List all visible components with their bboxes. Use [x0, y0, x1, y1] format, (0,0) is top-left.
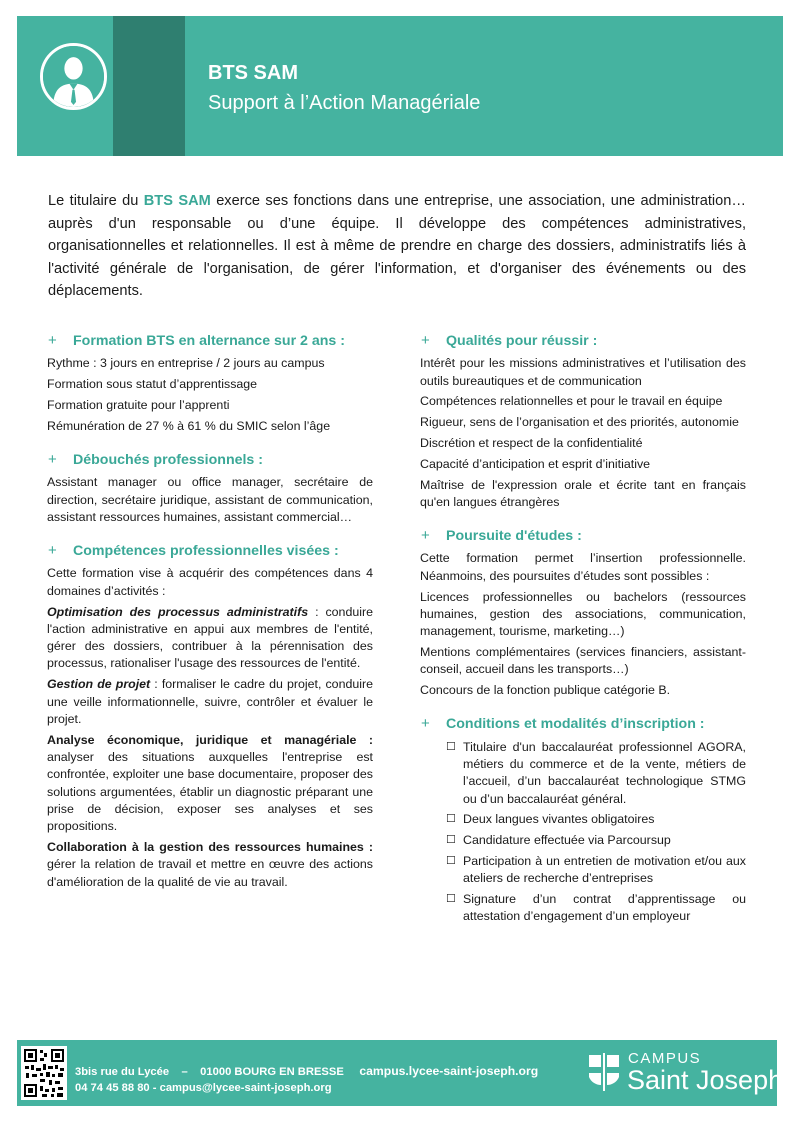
list-item: Intérêt pour les missions administratives et l’utilisation des outils bureautiques et de communication — [420, 356, 746, 388]
list-item: Licences professionnelles ou bachelors (ressources humaines, gestion des associations, communication, management, tourisme, marketing…) — [420, 589, 746, 639]
footer-contact[interactable]: 04 74 45 88 80 - campus@lycee-saint-joseph.org — [75, 1082, 332, 1094]
list-item: Mentions complémentaires (services financiers, assistant-conseil, accueil dans les transports…) — [420, 644, 746, 677]
domain-text: analyser des situations auxquelles l'entreprise est confrontée, exploiter une base documentaire, proposer des solutions argumentées, établir un diagnostic préparant une prise de décision, exposer ses analyses et ses propositions. — [47, 749, 373, 834]
businessman-icon — [40, 43, 107, 110]
footer-address-line — [75, 1064, 538, 1078]
right-column — [420, 332, 746, 942]
domain-text: formaliser le cadre du projet, conduire une veille informationnelle, suivre, contrôler et évaluer le projet. — [47, 677, 374, 726]
checkbox-icon: ☐ — [446, 740, 456, 753]
left-column — [47, 332, 373, 907]
list-item: Cette formation permet l’insertion professionnelle. Néanmoins, des poursuites d’études sont possibles : — [420, 551, 746, 583]
list-item — [446, 811, 746, 828]
page-title: BTS SAM — [208, 62, 298, 84]
checkbox-icon: ☐ — [446, 893, 456, 906]
list-item — [446, 832, 746, 849]
section-formation — [47, 332, 373, 435]
list-item-text: Candidature effectuée via Parcoursup — [463, 833, 671, 848]
domain-item — [47, 676, 373, 728]
section-title: Conditions et modalités d’inscription : — [446, 716, 705, 733]
qr-code-icon[interactable] — [21, 1046, 67, 1100]
plus-icon: + — [48, 332, 57, 349]
section-heading — [47, 451, 373, 469]
conditions-list — [420, 739, 746, 926]
section-heading — [47, 542, 373, 560]
intro-highlight: BTS SAM — [143, 193, 211, 209]
domain-item — [47, 732, 373, 836]
section-heading — [47, 332, 373, 350]
domain-separator: : — [150, 677, 162, 692]
list-item: Formation sous statut d’apprentissage — [47, 377, 258, 392]
intro-text-end: exerce ses fonctions dans une entreprise, une association, une administration… auprès d'un responsable ou d’une équipe. Il développe des compétences administratives, organisationnelles et relationnelles. Il est à même de prendre en charge des dossiers, administratifs liés à l'activité générale de l'organisation, de gérer l'information, et d'organiser des événements ou des déplacements. — [48, 193, 746, 299]
domain-label: Analyse économique, juridique et managériale : — [47, 732, 373, 747]
section-qualites — [420, 332, 746, 511]
section-heading — [420, 332, 746, 350]
list-item: Rigueur, sens de l’organisation et des priorités, autonomie — [420, 415, 739, 430]
section-title: Poursuite d'études : — [446, 528, 582, 545]
intro-text-start: Le titulaire du — [48, 193, 144, 209]
section-title: Formation BTS en alternance sur 2 ans : — [73, 333, 345, 349]
plus-icon: + — [48, 450, 57, 468]
section-heading — [420, 527, 746, 545]
logo-campus-text: CAMPUS — [628, 1050, 702, 1067]
section-title: Compétences professionnelles visées : — [73, 543, 339, 560]
list-item — [446, 739, 746, 808]
domain-label: Optimisation des processus administratifs — [47, 604, 309, 619]
list-item: Compétences relationnelles et pour le travail en équipe — [420, 394, 723, 409]
section-conditions — [420, 715, 746, 925]
checkbox-icon: ☐ — [446, 854, 456, 867]
list-item: Formation gratuite pour l’apprenti — [47, 397, 230, 412]
list-item-text: Titulaire d'un baccalauréat professionnel AGORA, métiers du commerce et de la vente, métiers de l’accueil, d’un baccalauréat technologique STMG ou d’un baccalauréat général. — [463, 739, 746, 806]
section-poursuite — [420, 527, 746, 699]
list-item: Maîtrise de l'expression orale et écrite tant en français qu'en langues étrangères — [420, 477, 746, 509]
page-subtitle: Support à l’Action Managériale — [208, 92, 481, 114]
domain-label: Gestion de projet — [47, 677, 151, 692]
list-item: Concours de la fonction publique catégorie B. — [420, 683, 671, 698]
list-item: Rémunération de 27 % à 61 % du SMIC selon l’âge — [47, 418, 331, 433]
list-item-text: Signature d’un contrat d’apprentissage ou attestation d’engagement d’un employeur — [463, 892, 746, 924]
domain-label: Collaboration à la gestion des ressources humaines : — [47, 839, 373, 854]
section-title: Qualités pour réussir : — [446, 333, 598, 349]
list-item: Capacité d’anticipation et esprit d’initiative — [420, 456, 651, 471]
list-item-text: Deux langues vivantes obligatoires — [463, 812, 655, 827]
section-intro: Cette formation vise à acquérir des compétences dans 4 domaines d’activités : — [47, 566, 373, 598]
section-title: Débouchés professionnels : — [73, 451, 263, 468]
list-item: Discrétion et respect de la confidentialité — [420, 435, 643, 450]
intro-paragraph — [48, 190, 746, 303]
section-competences — [47, 542, 373, 891]
checkbox-icon: ☐ — [446, 813, 456, 826]
footer-address: 3bis rue du Lycée – 01000 BOURG EN BRESSE — [75, 1066, 344, 1078]
header-dark-band — [113, 16, 185, 156]
section-debouches — [47, 451, 373, 526]
plus-icon: + — [421, 715, 430, 733]
domain-text: gérer la relation de travail et mettre en œuvre des actions d'amélioration de la qualité de vie au travail. — [47, 857, 373, 889]
logo-name-text: Saint Joseph — [627, 1065, 784, 1095]
checkbox-icon: ☐ — [446, 834, 456, 847]
section-text: Assistant manager ou office manager, secrétaire de direction, secrétaire juridique, assistant de communication, assistant ressources humaines, assistant commercial… — [47, 475, 373, 524]
list-item — [446, 853, 746, 888]
cross-emblem-icon — [586, 1051, 622, 1093]
plus-icon: + — [421, 332, 430, 349]
domain-item — [47, 604, 373, 673]
domain-item — [47, 839, 373, 891]
list-item — [446, 891, 746, 926]
footer-website-link[interactable]: campus.lycee-saint-joseph.org — [359, 1064, 539, 1078]
domain-text: conduire l'action administrative en appui aux membres de l'entité, gérer des dossiers, contribuer à la pérennisation des processus, rationaliser l'usage des ressources de l'entité. — [47, 604, 373, 671]
plus-icon: + — [421, 527, 430, 545]
list-item: Rythme : 3 jours en entreprise / 2 jours au campus — [47, 356, 325, 371]
domain-separator: : — [308, 604, 326, 619]
plus-icon: + — [48, 542, 57, 560]
section-heading — [420, 715, 746, 733]
list-item-text: Participation à un entretien de motivation et/ou aux ateliers de recherche d’entreprises — [463, 853, 746, 886]
